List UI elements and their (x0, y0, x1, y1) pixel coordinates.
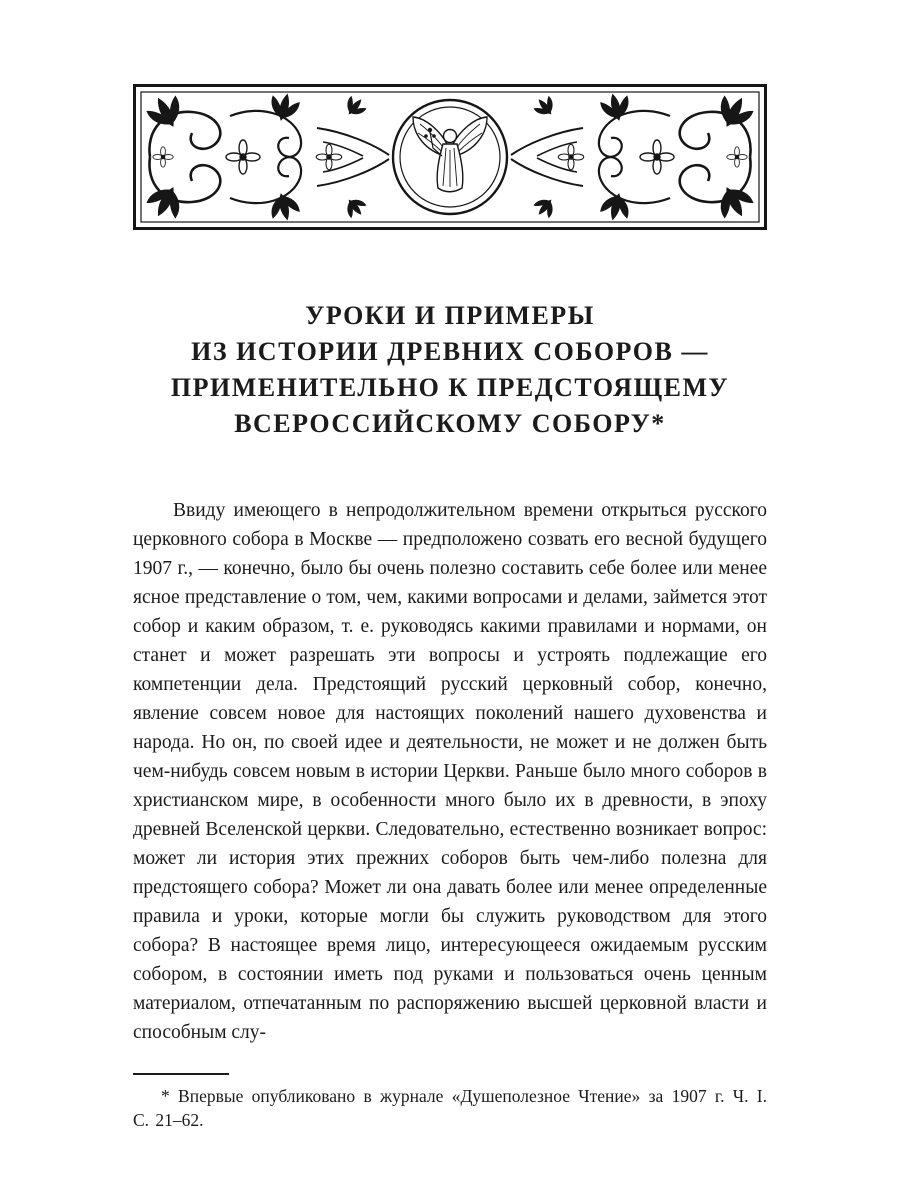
angel-medallion (393, 100, 507, 214)
title-line-3: ПРИМЕНИТЕЛЬНО К ПРЕДСТОЯЩЕМУ (170, 373, 730, 402)
title-line-1: УРОКИ И ПРИМЕРЫ (305, 301, 595, 330)
chapter-title (133, 298, 767, 442)
body-paragraph: Ввиду имеющего в непродолжительном времени открыться русского церковного собора в Москве — предположено созвать его весной будущего 1907 г., — конечно, было бы очень полезно составить себе более или менее ясное представление о том, чем, какими вопросами и делами, займется этот собор и каким образом, т. е. руководясь какими правилами и нормами, он станет и может разрешать эти вопросы и устроять подлежащие его компетенции дела. Предстоящий русский церковный собор, конечно, явление совсем новое для настоящих поколений нашего духовенства и народа. Но он, по своей идее и деятельности, не может и не должен быть чем-нибудь совсем новым в истории Церкви. Раньше было много соборов в христианском мире, в особенности много было их в древности, в эпоху древней Вселенской церкви. Следовательно, естественно возникает вопрос: может ли история этих прежних соборов быть чем-либо полезна для предстоящего собора? Может ли она давать более или менее определенные правила и уроки, которые могли бы служить руководством для этого собора? В настоящее время лицо, интересующееся ожидаемым русским собором, в состоянии иметь под руками и пользоваться очень ценным материалом, отпечатанным по распоряжению высшей церковной власти и способным слу- (133, 500, 767, 1043)
header-ornament (133, 84, 767, 230)
title-line-4: ВСЕРОССИЙСКОМУ СОБОРУ* (234, 409, 666, 438)
title-line-2: ИЗ ИСТОРИИ ДРЕВНИХ СОБОРОВ — (191, 337, 709, 366)
footnote-text: * Впервые опубликовано в журнале «Душеполезное Чтение» за 1907 г. Ч. I. С. 21–62. (133, 1086, 767, 1130)
footnote (133, 1073, 767, 1132)
footnote-rule (133, 1073, 229, 1075)
ornament-band (133, 84, 767, 230)
